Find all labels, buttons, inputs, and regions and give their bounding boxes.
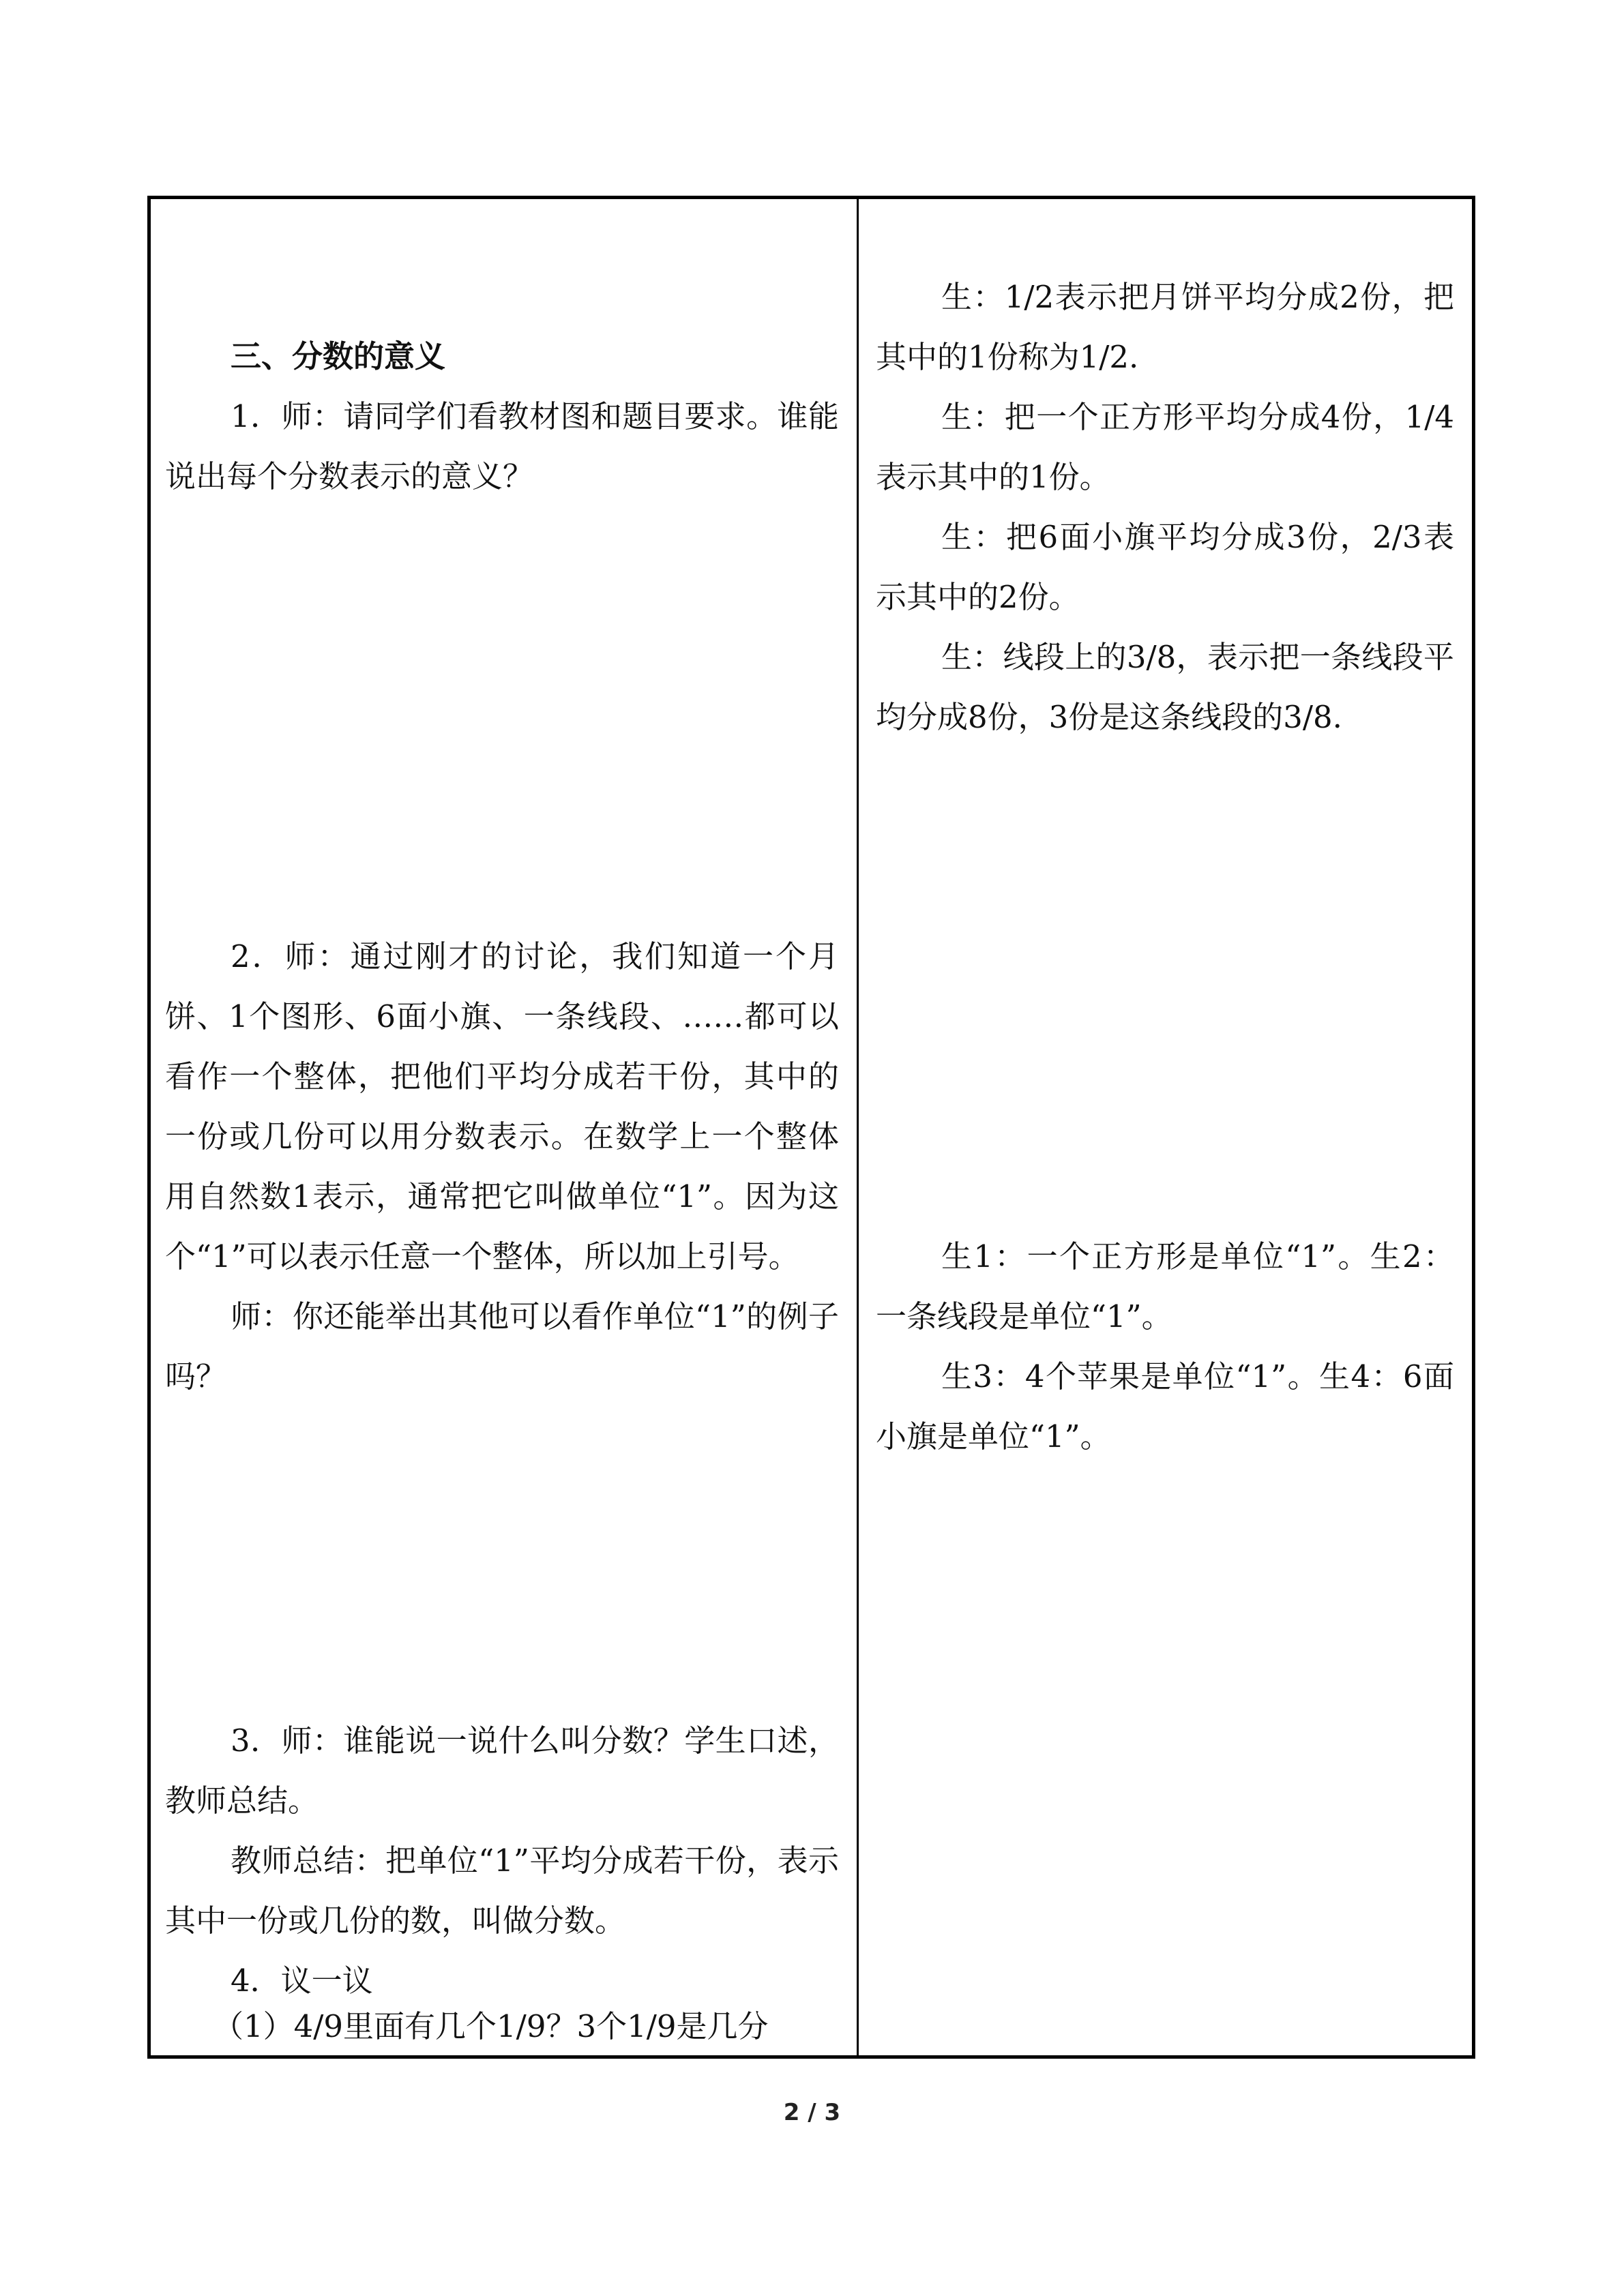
left-block-item-2 <box>165 927 839 1407</box>
answer-1: 生：1/2表示把月饼平均分成2份，把其中的1份称为1/2. <box>876 279 1454 375</box>
answer-4: 生：线段上的3/8，表示把一条线段平均分成8份，3份是这条线段的3/8. <box>876 639 1454 735</box>
left-block-item-3 <box>165 1711 839 2011</box>
item-2-text: 2．师：通过刚才的讨论，我们知道一个月饼、1个图形、6面小旗、一条线段、……都可以看作一个整体，把他们平均分成若干份，其中的一份或几份可以用分数表示。在数学上一个整体用自然数1表示，通常把它叫做单位“1”。因为这个“1”可以表示任意一个整体，所以加上引号。 <box>165 938 839 1274</box>
answer-3: 生：把6面小旗平均分成3份，2/3表示其中的2份。 <box>876 519 1454 615</box>
answer-6: 生3：4个苹果是单位“1”。生4：6面小旗是单位“1”。 <box>876 1358 1454 1455</box>
item-3-summary: 教师总结：把单位“1”平均分成若干份，表示其中一份或几份的数，叫做分数。 <box>165 1843 839 1939</box>
item-1-text: 1．师：请同学们看教材图和题目要求。谁能说出每个分数表示的意义？ <box>165 398 839 494</box>
page-number: 2 / 3 <box>783 2099 841 2126</box>
answer-2: 生：把一个正方形平均分成4份，1/4表示其中的1份。 <box>876 399 1454 495</box>
item-2-question: 师：你还能举出其他可以看作单位“1”的例子吗？ <box>165 1298 839 1395</box>
column-divider <box>857 196 859 2059</box>
right-block-answers <box>876 267 1454 747</box>
left-block-item-4-sub <box>165 1997 839 2055</box>
answer-5: 生1：一个正方形是单位“1”。生2：一条线段是单位“1”。 <box>876 1238 1454 1335</box>
item-4-heading: 4．议一议 <box>231 1963 373 1999</box>
item-4-sub-1: （1）4/9里面有几个1/9？3个1/9是几分 <box>213 2008 769 2044</box>
right-block-examples <box>876 1227 1454 1467</box>
item-3-text: 3．师：谁能说一说什么叫分数？学生口述，教师总结。 <box>165 1723 839 1819</box>
left-block-section-3 <box>165 327 839 507</box>
section-heading: 三、分数的意义 <box>231 338 446 374</box>
